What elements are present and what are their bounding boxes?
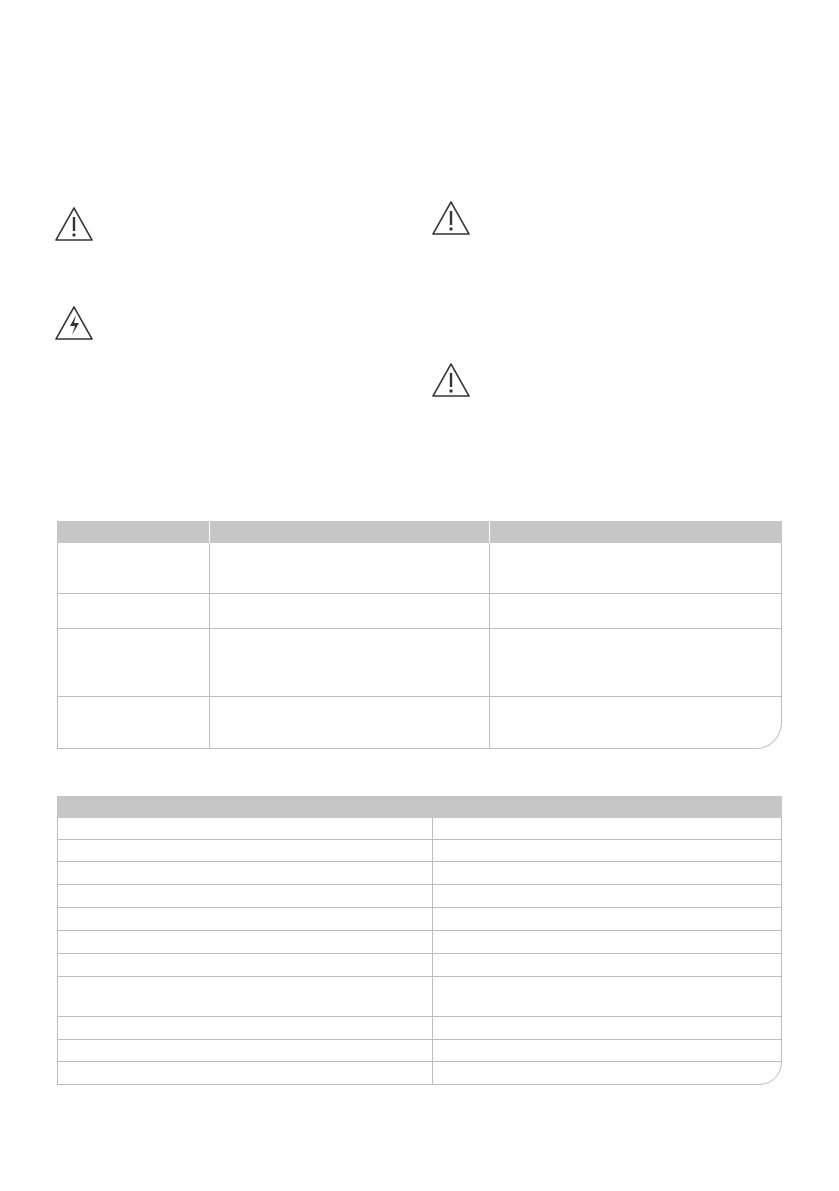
specs-table-2 — [57, 796, 782, 1079]
table-cell — [489, 629, 782, 696]
table-cell — [489, 543, 782, 593]
table-cell — [432, 885, 782, 907]
table-cell — [432, 1017, 782, 1039]
warning-triangle-icon — [53, 205, 95, 243]
table-cell — [57, 908, 432, 930]
table-row — [57, 931, 782, 954]
table-cell — [432, 840, 782, 861]
table-cell — [57, 697, 209, 748]
table-row — [57, 862, 782, 885]
table-cell — [57, 840, 432, 861]
table-cell — [57, 954, 432, 976]
table-row — [57, 840, 782, 862]
table-cell — [432, 1062, 782, 1084]
table-header-cell — [57, 521, 209, 543]
table-row — [57, 954, 782, 977]
specs-table-1 — [57, 521, 782, 748]
table-cell — [57, 594, 209, 628]
table-cell — [209, 629, 489, 696]
table-cell — [57, 1040, 432, 1061]
table-cell — [57, 1062, 432, 1084]
table-row — [57, 818, 782, 840]
table-cell — [57, 818, 432, 839]
table-cell — [432, 954, 782, 976]
table-cell — [57, 543, 209, 593]
table-header-row — [57, 521, 782, 543]
table-row — [57, 1062, 782, 1085]
table-row — [57, 629, 782, 697]
table-row — [57, 885, 782, 908]
table-cell — [489, 697, 782, 748]
table-header-row — [57, 796, 782, 818]
table-row — [57, 1040, 782, 1062]
table-cell — [57, 862, 432, 884]
table-cell — [57, 977, 432, 1016]
table-cell — [432, 908, 782, 930]
table-cell — [209, 697, 489, 748]
table-cell — [57, 629, 209, 696]
table-cell — [432, 931, 782, 953]
table-header-cell — [489, 521, 782, 543]
table-row — [57, 697, 782, 749]
table-row — [57, 594, 782, 629]
table-cell — [209, 594, 489, 628]
table-cell — [432, 862, 782, 884]
table-cell — [489, 594, 782, 628]
table-row — [57, 908, 782, 931]
warning-triangle-icon — [430, 199, 472, 237]
table-cell — [432, 1040, 782, 1061]
table-cell — [57, 885, 432, 907]
warning-triangle-icon — [430, 361, 472, 399]
table-cell — [57, 1017, 432, 1039]
table-header-cell — [209, 521, 489, 543]
table-cell — [57, 931, 432, 953]
table-row — [57, 543, 782, 594]
table-cell — [432, 818, 782, 839]
electric-shock-icon — [53, 304, 95, 342]
table-cell — [209, 543, 489, 593]
table-row — [57, 1017, 782, 1040]
table-row — [57, 977, 782, 1017]
table-header-cell — [57, 796, 782, 818]
table-cell — [432, 977, 782, 1016]
